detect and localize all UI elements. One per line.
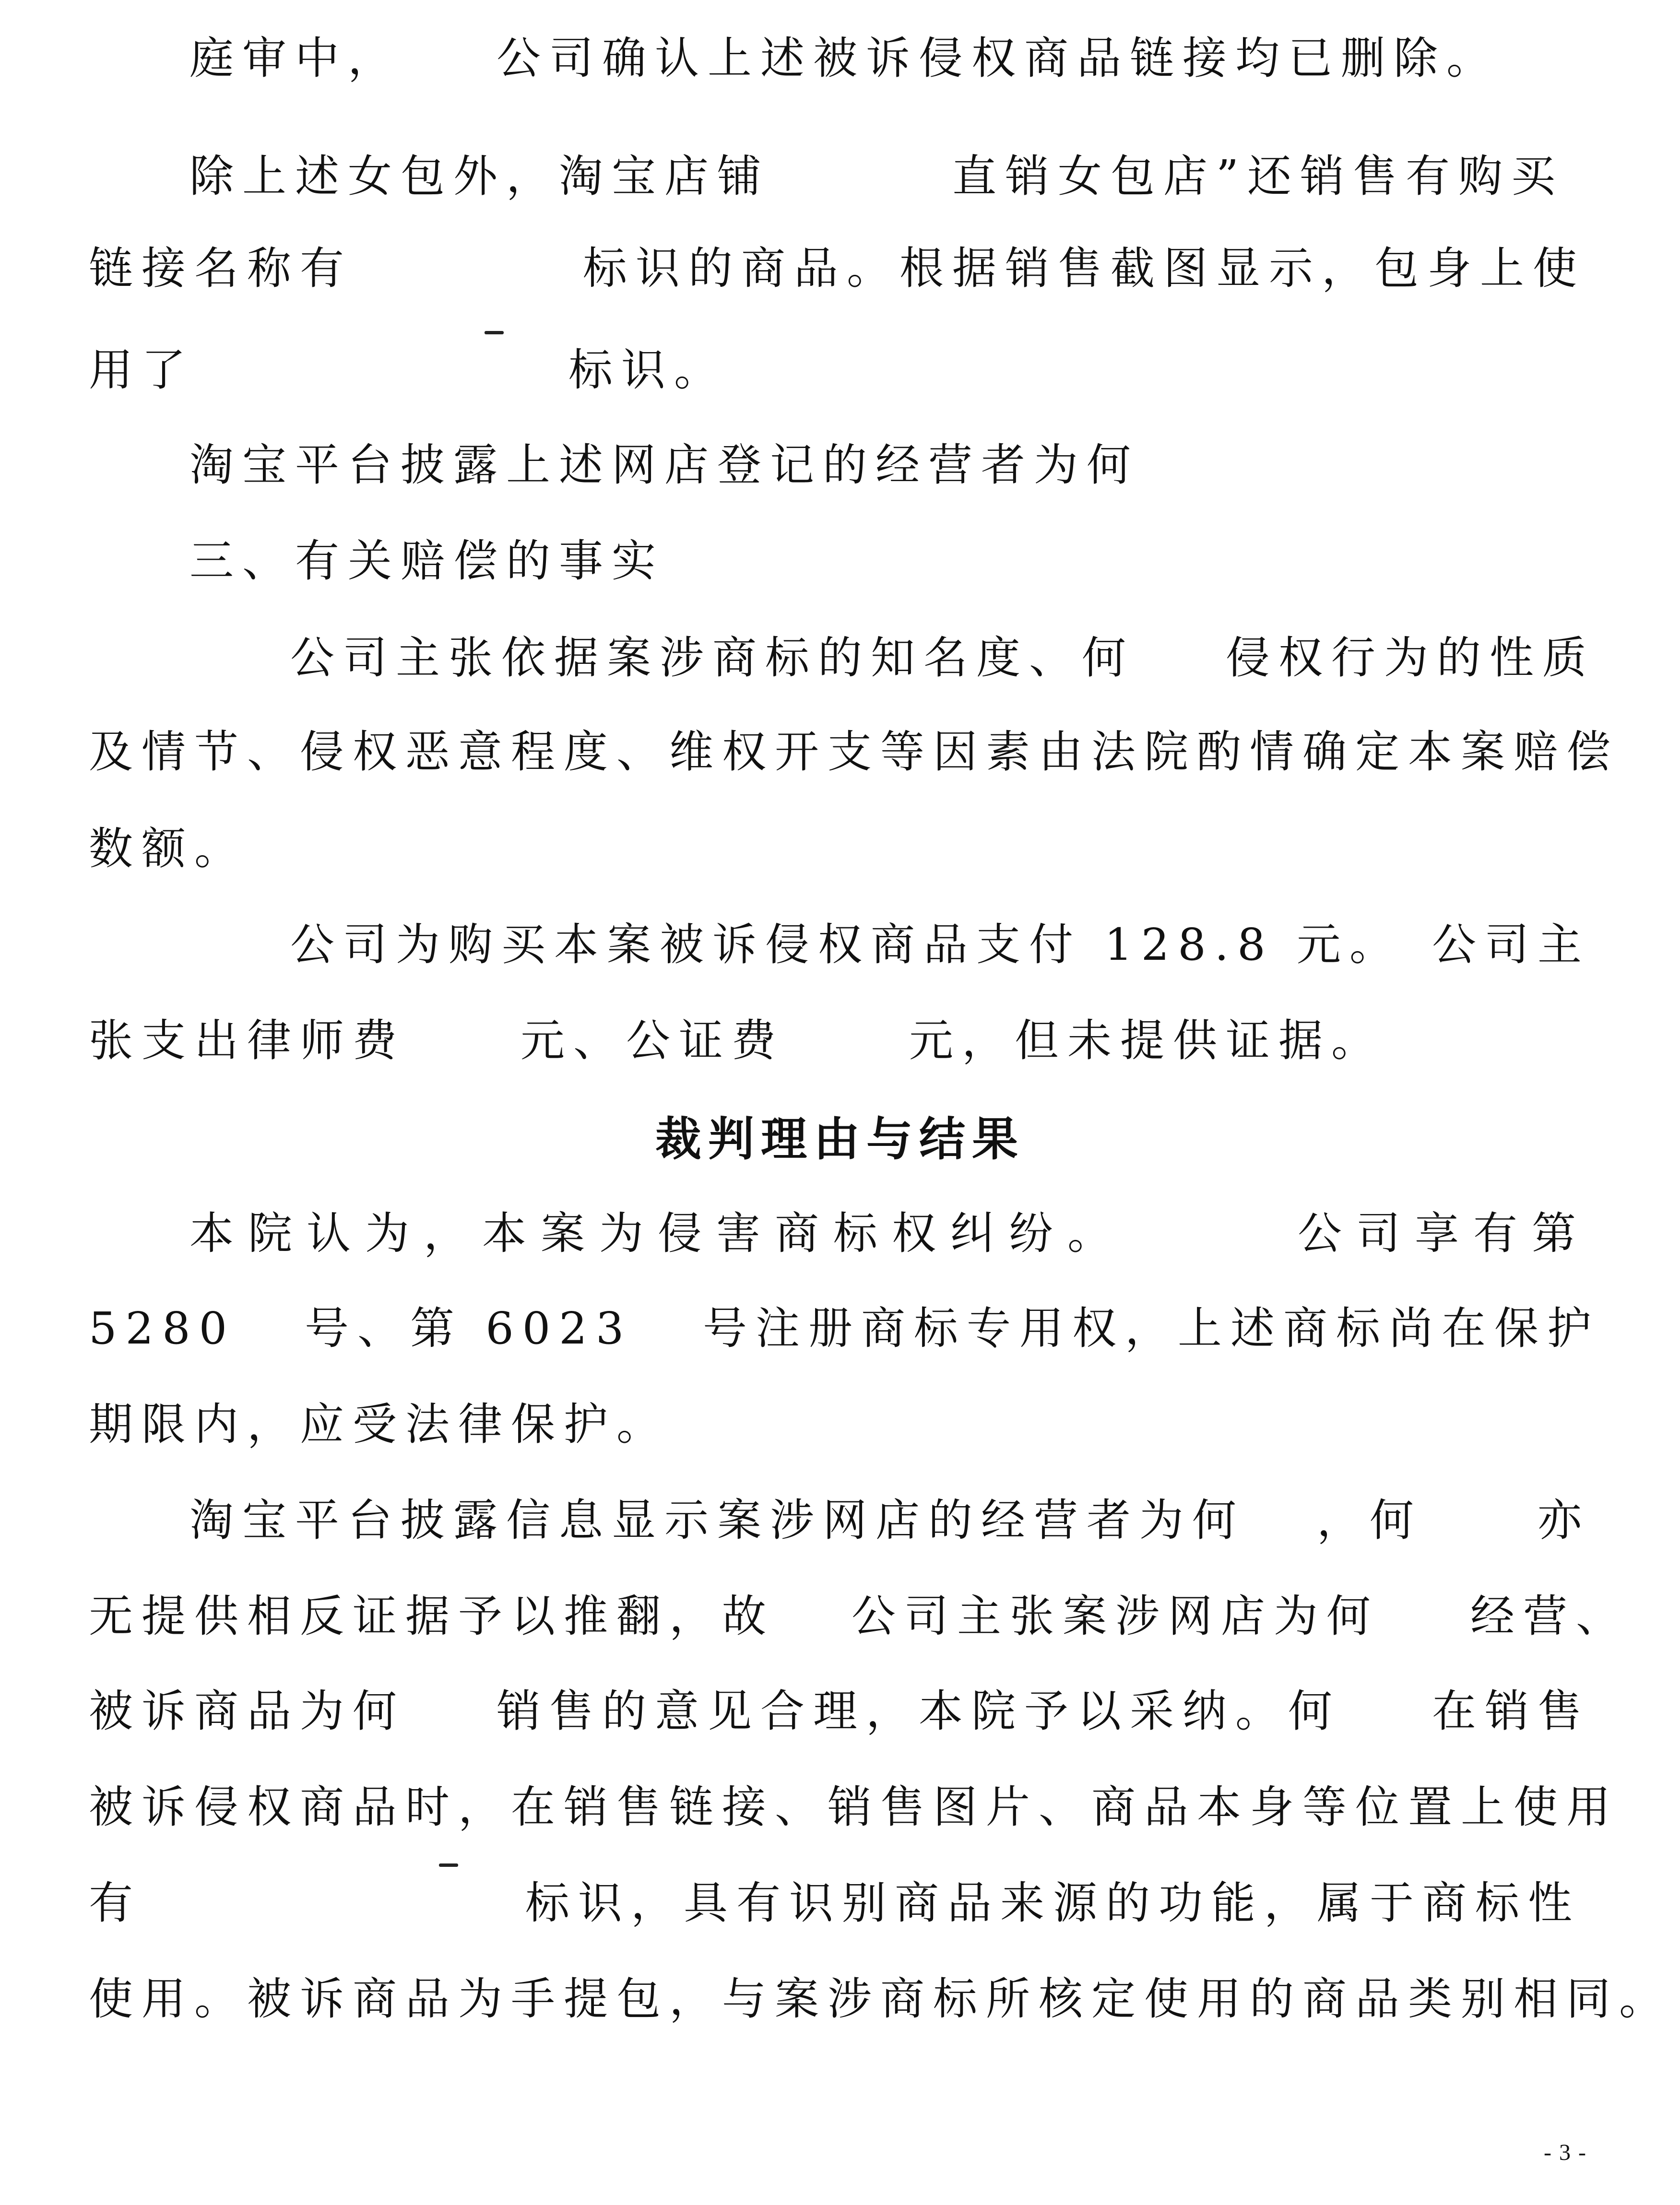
text-segment: 链接名称有 xyxy=(89,243,353,294)
text-segment: 本院认为，本案为侵害商标权纠纷。 xyxy=(189,1208,1126,1259)
text-segment: 公司主 xyxy=(1432,919,1591,970)
text-segment: 直销女包店”还销售有购买 xyxy=(952,151,1564,202)
text-segment: 三、有关赔偿的事实 xyxy=(189,535,665,587)
text-segment: 公司主张案涉网店为何 xyxy=(852,1591,1380,1642)
text-segment: 公司确认上述被诉侵权商品链接均已删除。 xyxy=(497,33,1500,84)
text-segment: 号、第 6023 xyxy=(305,1303,633,1354)
text-segment: 庭审中， xyxy=(189,33,401,84)
text-segment: 数额。 xyxy=(89,823,248,874)
section-heading: 裁判理由与结果 xyxy=(655,1112,1025,1166)
text-segment: 有 xyxy=(89,1877,142,1929)
page-number: - 3 - xyxy=(1544,2140,1587,2165)
text-segment: 5280 xyxy=(89,1303,236,1354)
text-segment: 被诉商品为何 xyxy=(89,1686,406,1737)
text-segment: 张支出律师费 xyxy=(89,1015,406,1066)
text-segment: 淘宝平台披露信息显示案涉网店的经营者为何 xyxy=(189,1495,1245,1546)
text-segment: 亦 xyxy=(1538,1495,1591,1546)
text-segment: 号注册商标专用权，上述商标尚在保护 xyxy=(703,1303,1600,1354)
text-segment: 标识的商品。根据销售截图显示，包身上使 xyxy=(583,243,1586,294)
redaction-mark xyxy=(485,331,504,334)
text-segment: 使用。被诉商品为手提包，与案涉商标所核定使用的商品类别相同。 xyxy=(89,1973,1672,2025)
text-segment: 及情节、侵权恶意程度、维权开支等因素由法院酌情确定本案赔偿 xyxy=(89,726,1620,778)
text-segment: 淘宝平台披露上述网店登记的经营者为何 xyxy=(189,439,1140,491)
text-segment: 侵权行为的性质 xyxy=(1226,632,1596,684)
text-segment: 期限内，应受法律保护。 xyxy=(89,1399,670,1450)
text-segment: 公司为购买本案被诉侵权商品支付 128.8 元。 xyxy=(290,919,1402,970)
text-segment: 公司主张依据案涉商标的知名度、何 xyxy=(290,632,1135,684)
text-segment: 经营、 xyxy=(1470,1591,1629,1642)
text-segment: 无提供相反证据予以推翻，故 xyxy=(89,1591,775,1642)
text-segment: 除上述女包外，淘宝店铺 xyxy=(189,151,770,202)
text-segment: 元，但未提供证据。 xyxy=(909,1015,1384,1066)
text-segment: ，何 xyxy=(1317,1495,1423,1546)
text-segment: 销售的意见合理，本院予以采纳。何 xyxy=(497,1686,1341,1737)
text-segment: 被诉侵权商品时，在销售链接、销售图片、商品本身等位置上使用 xyxy=(89,1781,1620,1833)
text-segment: 标识。 xyxy=(568,344,727,396)
text-segment: 元、公证费 xyxy=(521,1015,785,1066)
text-segment: 公司享有第 xyxy=(1298,1208,1591,1259)
text-segment: 标识，具有识别商品来源的功能，属于商标性 xyxy=(525,1877,1581,1929)
redaction-mark xyxy=(439,1863,458,1867)
text-segment: 用了 xyxy=(89,344,195,396)
text-segment: 在销售 xyxy=(1432,1686,1591,1737)
